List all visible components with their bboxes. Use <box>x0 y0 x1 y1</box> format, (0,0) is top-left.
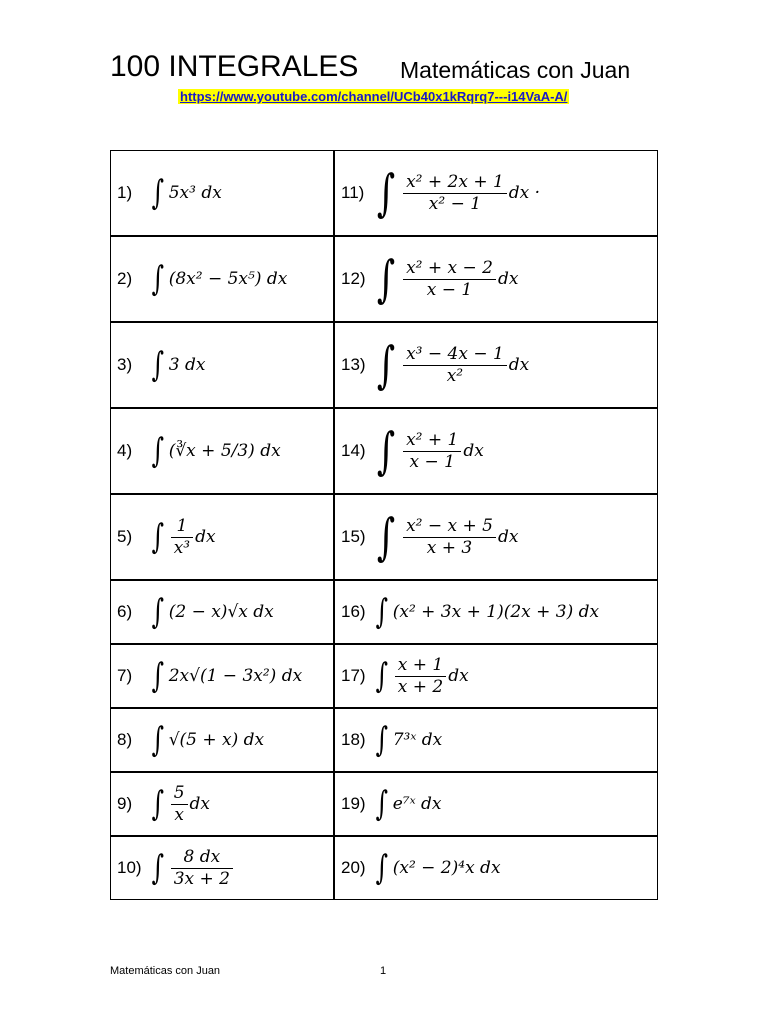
denominator: x + 3 <box>426 537 473 558</box>
differential: dx · <box>508 183 541 203</box>
denominator: x − 1 <box>409 451 455 472</box>
denominator: 3x + 2 <box>173 868 230 889</box>
problem-number: 14) <box>341 440 366 460</box>
integrand: 7³ˣ dx <box>392 730 443 750</box>
integrand: √(5 + x) dx <box>168 730 265 750</box>
integral-cell-left <box>110 150 334 236</box>
integral-sign-icon: ∫ <box>376 422 396 480</box>
integral-sign-icon: ∫ <box>151 431 165 471</box>
integral-cell-left <box>110 580 334 644</box>
fraction <box>171 847 233 889</box>
integral-cell-left <box>110 322 334 408</box>
problem-number: 12) <box>341 268 366 288</box>
table-row <box>110 772 658 836</box>
numerator: x + 1 <box>395 655 446 676</box>
fraction <box>403 172 507 214</box>
integral-cell-right <box>334 494 658 580</box>
integral-sign-icon: ∫ <box>151 173 165 213</box>
denominator: x² − 1 <box>428 193 482 214</box>
integrand: e⁷ˣ dx <box>392 794 442 814</box>
problem-number: 20) <box>341 857 366 877</box>
differential: dx <box>463 441 484 461</box>
table-row <box>110 644 658 708</box>
numerator: x² − x + 5 <box>403 516 496 537</box>
differential: dx <box>189 794 211 814</box>
numerator: x² + 1 <box>403 430 461 451</box>
problem-number: 13) <box>341 354 366 374</box>
table-row <box>110 150 658 236</box>
integral-sign-icon: ∫ <box>375 720 389 760</box>
integral-cell-right <box>334 236 658 322</box>
integrand: (∛x + 5/3) dx <box>168 441 281 461</box>
problem-number: 2) <box>117 268 133 288</box>
problem-number: 3) <box>117 354 133 374</box>
differential: dx <box>508 355 530 375</box>
integral-cell-right <box>334 580 658 644</box>
integral-cell-left <box>110 236 334 322</box>
integral-sign-icon: ∫ <box>375 784 389 824</box>
numerator: 5 <box>171 783 188 804</box>
integrals-table <box>110 150 658 900</box>
numerator: x² + 2x + 1 <box>403 172 507 193</box>
table-row <box>110 408 658 494</box>
integral-sign-icon: ∫ <box>376 508 396 566</box>
problem-number: 1) <box>117 182 133 202</box>
footer-page-number: 1 <box>380 965 387 977</box>
fraction <box>403 258 496 300</box>
page-subtitle: Matemáticas con Juan <box>400 57 631 83</box>
problem-number: 19) <box>341 793 366 813</box>
integral-sign-icon: ∫ <box>375 656 389 696</box>
fraction <box>395 655 446 697</box>
integrand: 2x√(1 − 3x²) dx <box>168 666 303 686</box>
problem-number: 18) <box>341 729 366 749</box>
table-row <box>110 322 658 408</box>
page-title: 100 INTEGRALES <box>110 50 359 83</box>
integral-cell-right <box>334 408 658 494</box>
integrand: 3 dx <box>168 355 206 375</box>
integral-cell-left <box>110 408 334 494</box>
problem-number: 15) <box>341 526 366 546</box>
fraction <box>171 516 193 558</box>
problem-number: 7) <box>117 665 133 685</box>
integral-sign-icon: ∫ <box>151 720 165 760</box>
table-row <box>110 494 658 580</box>
numerator: 8 dx <box>171 847 233 868</box>
fraction <box>403 344 507 386</box>
differential: dx <box>448 666 469 686</box>
integrand: (x² − 2)⁴x dx <box>392 858 501 878</box>
integral-cell-left <box>110 644 334 708</box>
problem-number: 5) <box>117 526 133 546</box>
numerator: 1 <box>171 516 193 537</box>
problem-number: 6) <box>117 601 133 621</box>
numerator: x² + x − 2 <box>403 258 496 279</box>
table-row <box>110 236 658 322</box>
fraction <box>403 516 496 558</box>
integrand: (2 − x)√x dx <box>168 602 274 622</box>
problem-number: 4) <box>117 440 133 460</box>
footer-author: Matemáticas con Juan <box>110 965 221 977</box>
problem-number: 10) <box>117 857 142 877</box>
integral-sign-icon: ∫ <box>376 336 396 394</box>
denominator: x − 1 <box>426 279 473 300</box>
integral-sign-icon: ∫ <box>376 164 396 222</box>
integral-sign-icon: ∫ <box>375 592 389 632</box>
problem-number: 11) <box>341 182 365 202</box>
integral-sign-icon: ∫ <box>151 656 165 696</box>
integral-cell-right <box>334 150 658 236</box>
problem-number: 9) <box>117 793 133 813</box>
integral-sign-icon: ∫ <box>376 250 396 308</box>
youtube-link[interactable]: https://www.youtube.com/channel/UCb40x1kRqrq7---i14VaA-A/ <box>180 89 568 104</box>
table-row <box>110 580 658 644</box>
integral-sign-icon: ∫ <box>151 517 165 557</box>
fraction <box>403 430 461 472</box>
differential: dx <box>497 269 519 289</box>
problem-number: 17) <box>341 665 366 685</box>
integral-sign-icon: ∫ <box>151 345 165 385</box>
numerator: x³ − 4x − 1 <box>403 344 507 365</box>
integral-cell-right <box>334 708 658 772</box>
fraction <box>171 783 188 825</box>
integral-cell-right <box>334 322 658 408</box>
integrand: 5x³ dx <box>168 183 222 203</box>
integral-sign-icon: ∫ <box>151 592 165 632</box>
denominator: x³ <box>173 537 191 558</box>
integral-cell-right <box>334 644 658 708</box>
integral-cell-left <box>110 772 334 836</box>
integral-sign-icon: ∫ <box>151 784 165 824</box>
integral-sign-icon: ∫ <box>151 259 165 299</box>
differential: dx <box>497 527 519 547</box>
differential: dx <box>195 527 216 547</box>
title-row <box>110 50 670 90</box>
integral-cell-left <box>110 708 334 772</box>
integral-cell-right <box>334 836 658 900</box>
problem-number: 16) <box>341 601 366 621</box>
integrand: (8x² − 5x⁵) dx <box>168 269 288 289</box>
denominator: x <box>174 804 184 825</box>
denominator: x² <box>446 365 464 386</box>
table-row <box>110 708 658 772</box>
integral-cell-left <box>110 836 334 900</box>
integral-sign-icon: ∫ <box>151 848 165 888</box>
integral-cell-right <box>334 772 658 836</box>
table-row <box>110 836 658 900</box>
integral-sign-icon: ∫ <box>375 848 389 888</box>
denominator: x + 2 <box>397 676 444 697</box>
integrand: (x² + 3x + 1)(2x + 3) dx <box>392 602 600 622</box>
problem-number: 8) <box>117 729 133 749</box>
integral-cell-left <box>110 494 334 580</box>
